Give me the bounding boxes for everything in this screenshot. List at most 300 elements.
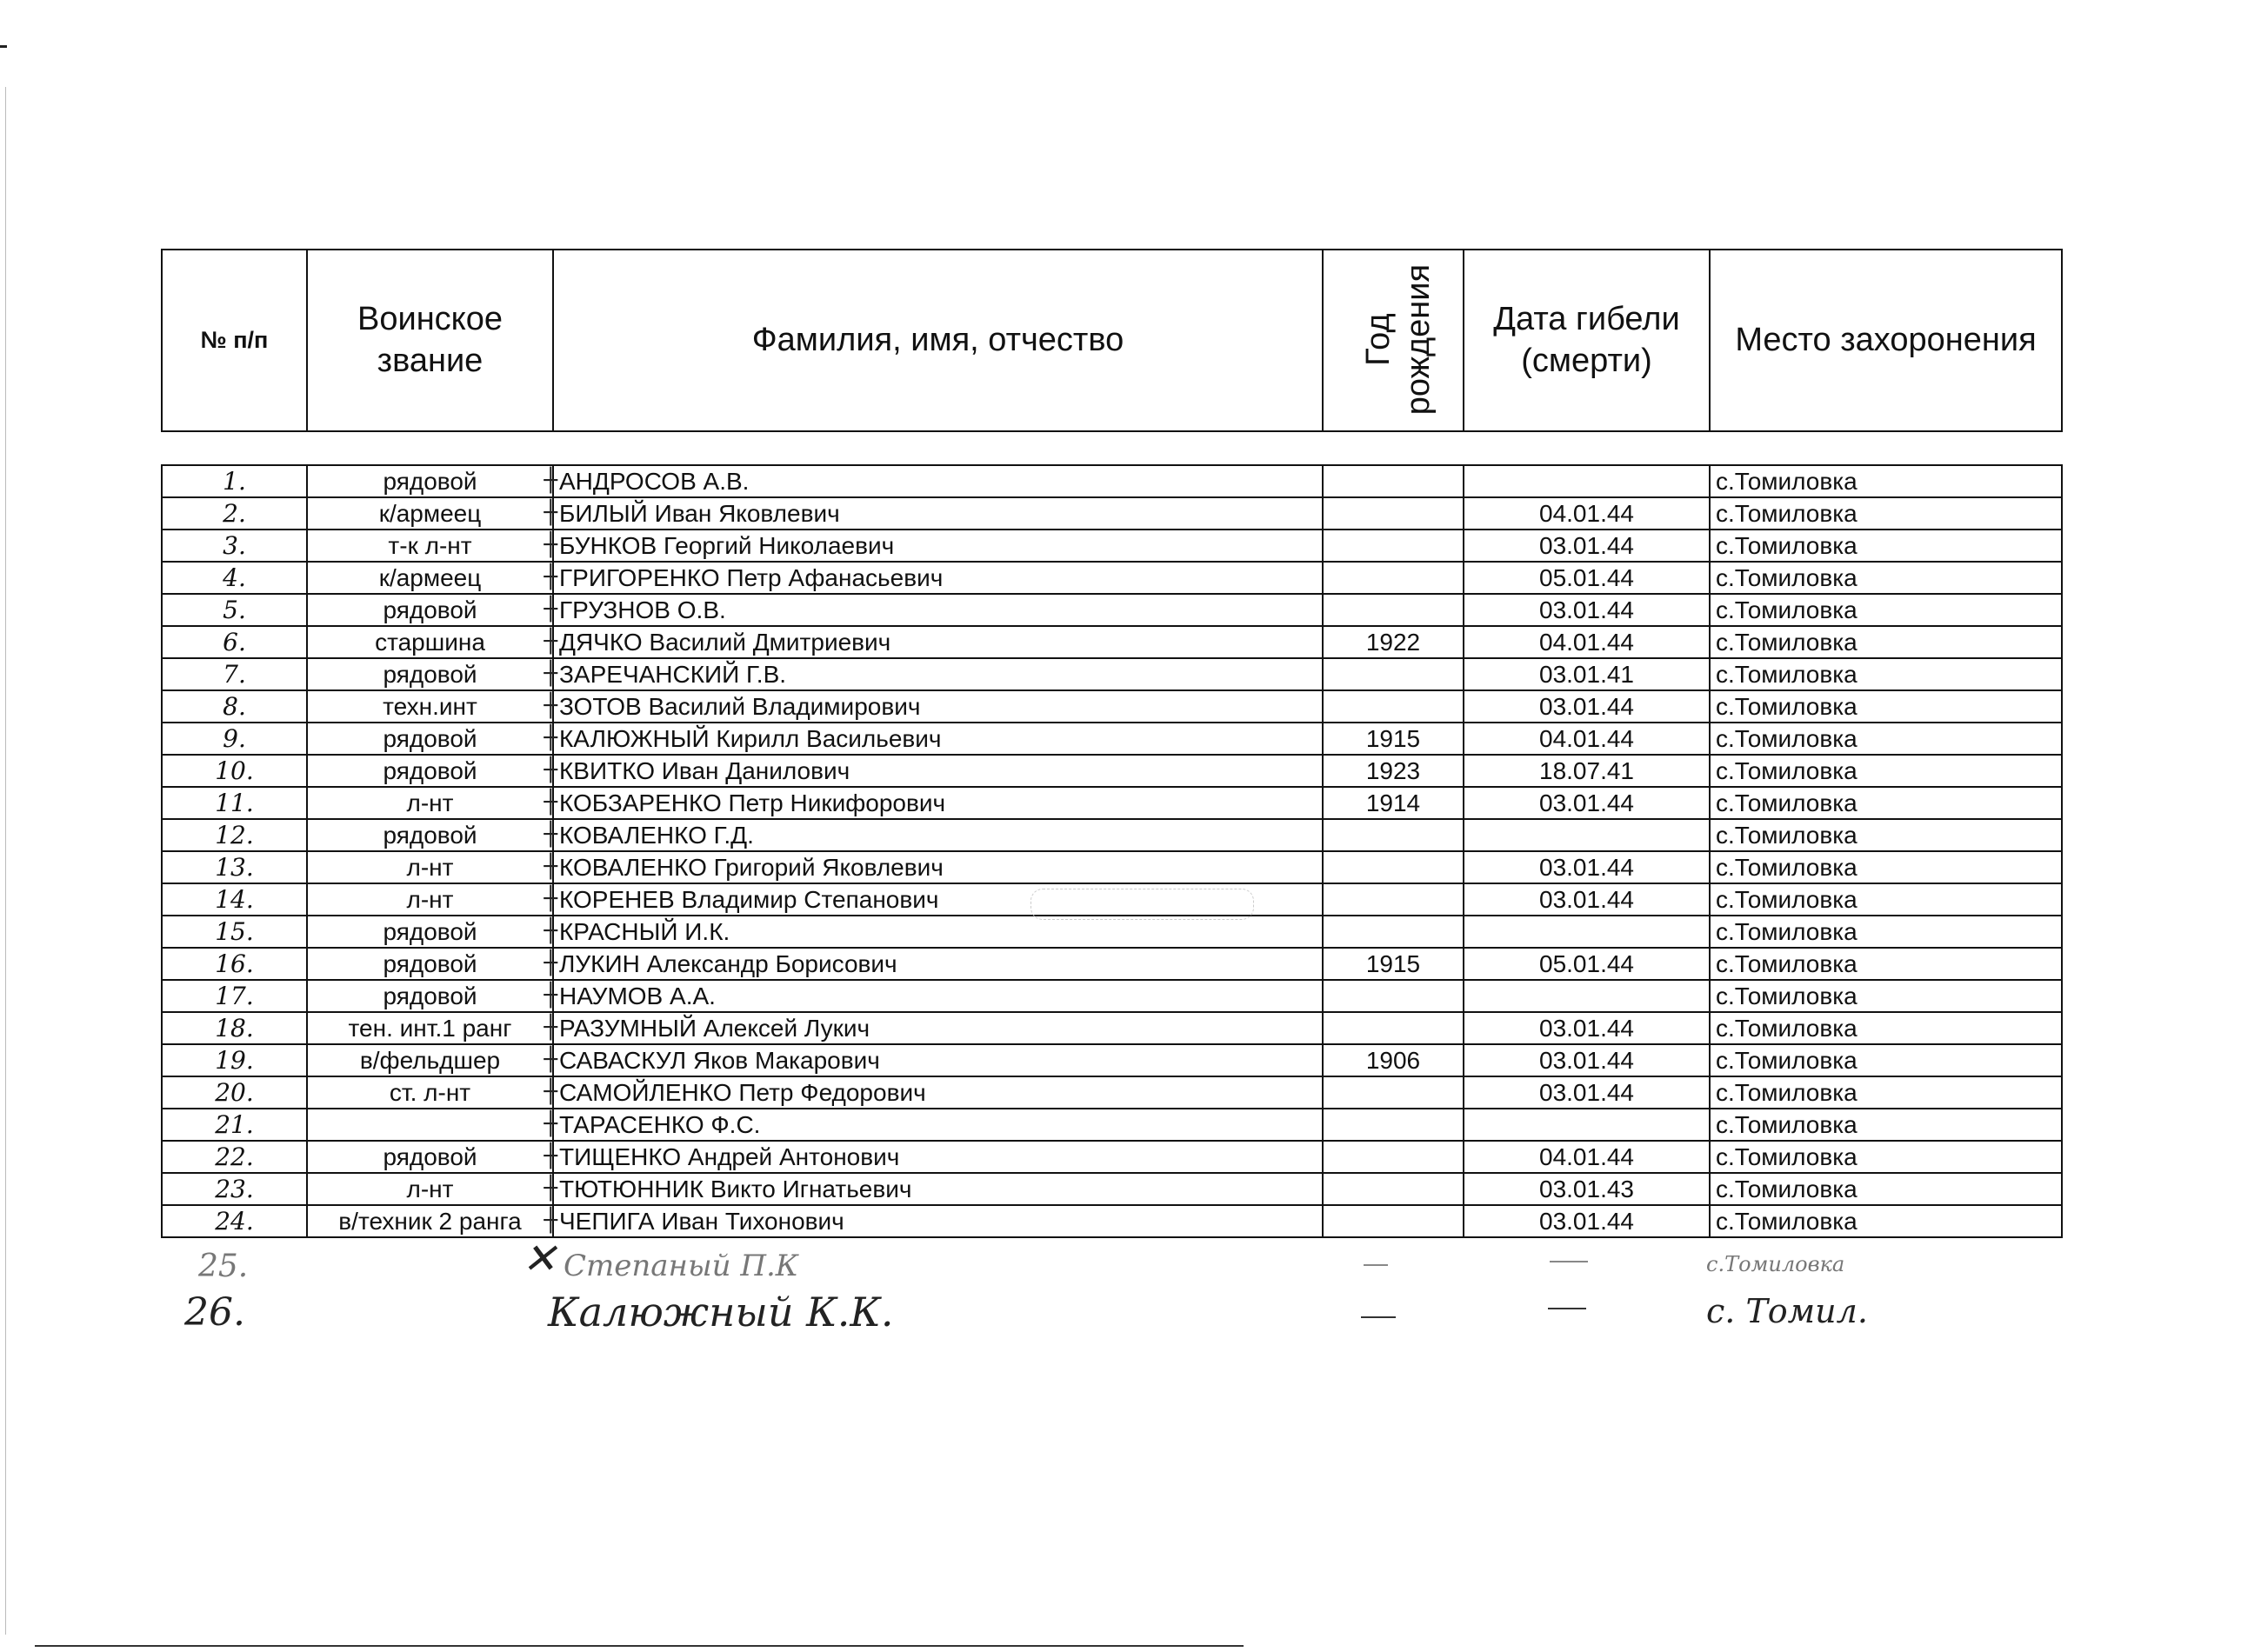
row-name-text: БИЛЫЙ Иван Яковлевич [559, 500, 840, 527]
row-birth-year-text: 1914 [1365, 789, 1421, 816]
row-number [162, 1044, 307, 1076]
row-burial-place-text: с.Томиловка [1716, 950, 1857, 977]
row-death-date-text: 18.07.41 [1539, 757, 1634, 784]
row-number-text: 14. [215, 885, 254, 914]
row-burial-place [1710, 530, 2062, 562]
row-name-text: КРАСНЫЙ И.К. [559, 918, 730, 945]
row-rank [307, 497, 557, 530]
table-row [162, 1076, 2062, 1109]
row-name [553, 787, 1323, 819]
row-birth-year [1323, 980, 1464, 1012]
row-rank [307, 1044, 557, 1076]
row-death-date-text: 04.01.44 [1539, 500, 1634, 527]
row-death-date [1464, 594, 1710, 626]
row-burial-place-text: с.Томиловка [1716, 918, 1857, 945]
row-rank [307, 658, 557, 690]
row-burial-place-text: с.Томиловка [1716, 532, 1857, 559]
row-death-date-text: 04.01.44 [1539, 725, 1634, 752]
row-burial-place [1710, 465, 2062, 497]
hand-cross-mark-icon: ┼ [544, 1208, 557, 1234]
row-burial-place [1710, 723, 2062, 755]
row-number-text: 12. [215, 821, 254, 849]
hand-cross-mark-icon: ┼ [544, 918, 557, 944]
data-table-body [162, 465, 2062, 1237]
row-rank [307, 1076, 557, 1109]
row-birth-year [1323, 1076, 1464, 1109]
table-row [162, 497, 2062, 530]
row-number [162, 819, 307, 851]
row-burial-place-text: с.Томиловка [1716, 1176, 1857, 1202]
row-burial-place-text: с.Томиловка [1716, 789, 1857, 816]
row-burial-place-text: с.Томиловка [1716, 1047, 1857, 1074]
row-name-text: ЗОТОВ Василий Владимирович [559, 693, 921, 720]
row-birth-year [1323, 723, 1464, 755]
hw-row-25-number: 25. [198, 1249, 249, 1284]
row-burial-place [1710, 562, 2062, 594]
row-number-text: 16. [215, 949, 254, 978]
header-birth-year [1323, 250, 1464, 431]
table-row [162, 1141, 2062, 1173]
row-burial-place-text: с.Томиловка [1716, 1143, 1857, 1170]
row-death-date [1464, 658, 1710, 690]
row-death-date-text: 03.01.44 [1539, 1015, 1634, 1042]
row-rank-text: техн.инт [383, 693, 477, 720]
row-rank-text: рядовой [383, 661, 477, 688]
row-name [553, 1173, 1323, 1205]
table-row [162, 1012, 2062, 1044]
row-rank-text: л-нт [406, 886, 454, 913]
hw-row-25-place: с.Томиловка [1706, 1252, 1845, 1276]
hw-row-25-date-dash [1550, 1261, 1588, 1262]
row-number [162, 626, 307, 658]
row-number [162, 851, 307, 883]
row-name-text: КАЛЮЖНЫЙ Кирилл Васильевич [559, 725, 942, 752]
row-burial-place [1710, 916, 2062, 948]
row-rank-text: рядовой [383, 596, 477, 623]
header-rank-line-1: Воинское [357, 301, 503, 337]
row-birth-year-text: 1915 [1365, 950, 1421, 977]
row-death-date-text: 03.01.44 [1539, 1047, 1634, 1074]
row-rank [307, 851, 557, 883]
header-rank [307, 250, 553, 431]
row-burial-place [1710, 1044, 2062, 1076]
row-number [162, 787, 307, 819]
row-death-date [1464, 755, 1710, 787]
table-row [162, 851, 2062, 883]
row-rank [307, 1109, 557, 1141]
row-death-date [1464, 819, 1710, 851]
row-rank-text: рядовой [383, 757, 477, 784]
row-name-text: ЗАРЕЧАНСКИЙ Г.В. [559, 661, 787, 688]
row-burial-place [1710, 1012, 2062, 1044]
row-number [162, 755, 307, 787]
row-burial-place-text: с.Томиловка [1716, 1208, 1857, 1235]
row-rank-text: л-нт [406, 1176, 454, 1202]
row-name [553, 626, 1323, 658]
row-burial-place [1710, 1076, 2062, 1109]
table-row [162, 626, 2062, 658]
hw-row-26-number: 26. [184, 1290, 245, 1335]
row-number [162, 1173, 307, 1205]
row-burial-place-text: с.Томиловка [1716, 629, 1857, 656]
row-rank-text: рядовой [383, 468, 477, 495]
row-name-text: САВАСКУЛ Яков Макарович [559, 1047, 880, 1074]
hand-cross-mark-icon: ┼ [544, 1176, 557, 1202]
row-number [162, 948, 307, 980]
row-name [553, 1109, 1323, 1141]
scan-corner-mark [0, 45, 7, 48]
row-death-date [1464, 883, 1710, 916]
row-rank [307, 916, 557, 948]
row-burial-place-text: с.Томиловка [1716, 596, 1857, 623]
row-number [162, 1141, 307, 1173]
row-rank [307, 883, 557, 916]
header-year-line-2: рождения [1399, 264, 1437, 416]
row-name [553, 1205, 1323, 1237]
row-death-date-text: 03.01.44 [1539, 789, 1634, 816]
row-name-text: КОВАЛЕНКО Григорий Яковлевич [559, 854, 944, 881]
row-burial-place-text: с.Томиловка [1716, 693, 1857, 720]
row-burial-place [1710, 1141, 2062, 1173]
row-death-date [1464, 1205, 1710, 1237]
hand-cross-mark-icon: ┼ [544, 1111, 557, 1137]
row-birth-year [1323, 465, 1464, 497]
row-name [553, 497, 1323, 530]
header-year-line-1: Год [1360, 313, 1397, 367]
row-death-date-text: 03.01.41 [1539, 661, 1634, 688]
hand-cross-mark-icon: ┼ [544, 1015, 557, 1041]
hand-cross-mark-icon: ┼ [544, 725, 557, 751]
row-name [553, 851, 1323, 883]
row-number-text: 3. [223, 531, 246, 560]
row-burial-place [1710, 883, 2062, 916]
row-name-text: НАУМОВ А.А. [559, 983, 716, 1009]
row-birth-year [1323, 530, 1464, 562]
row-burial-place [1710, 594, 2062, 626]
row-rank-text: л-нт [406, 789, 454, 816]
row-death-date-text: 05.01.44 [1539, 564, 1634, 591]
row-burial-place-text: с.Томиловка [1716, 1015, 1857, 1042]
row-birth-year [1323, 626, 1464, 658]
row-number-text: 18. [215, 1014, 254, 1042]
row-number-text: 17. [215, 982, 254, 1010]
hand-cross-mark-icon: ┼ [544, 468, 557, 494]
table-row [162, 658, 2062, 690]
row-burial-place [1710, 1205, 2062, 1237]
row-burial-place [1710, 755, 2062, 787]
row-burial-place [1710, 980, 2062, 1012]
header-name: Фамилия, имя, отчество [553, 250, 1323, 431]
header-death-date [1464, 250, 1710, 431]
row-number [162, 1205, 307, 1237]
row-rank-text: рядовой [383, 918, 477, 945]
row-burial-place [1710, 690, 2062, 723]
row-number-text: 22. [215, 1142, 254, 1171]
row-number [162, 562, 307, 594]
row-rank [307, 1012, 557, 1044]
row-burial-place [1710, 819, 2062, 851]
row-burial-place-text: с.Томиловка [1716, 725, 1857, 752]
row-death-date [1464, 1141, 1710, 1173]
row-rank [307, 787, 557, 819]
row-name-text: БУНКОВ Георгий Николаевич [559, 532, 895, 559]
row-number [162, 1012, 307, 1044]
row-number-text: 4. [223, 563, 246, 592]
row-death-date [1464, 690, 1710, 723]
row-birth-year [1323, 787, 1464, 819]
row-number-text: 8. [223, 692, 246, 721]
row-burial-place [1710, 1109, 2062, 1141]
row-name [553, 916, 1323, 948]
row-rank-text: т-к л-нт [388, 532, 472, 559]
row-number [162, 1109, 307, 1141]
row-death-date [1464, 1044, 1710, 1076]
row-number [162, 980, 307, 1012]
row-number [162, 658, 307, 690]
row-rank-text: к/армеец [378, 500, 482, 527]
row-number-text: 19. [215, 1046, 254, 1075]
row-burial-place [1710, 658, 2062, 690]
hand-cross-mark-icon: ┼ [544, 1079, 557, 1105]
row-number-text: 24. [215, 1207, 254, 1236]
faded-handwritten-note [1030, 889, 1254, 920]
row-rank [307, 948, 557, 980]
row-number [162, 1076, 307, 1109]
row-rank [307, 755, 557, 787]
row-number-text: 9. [223, 724, 246, 753]
row-burial-place-text: с.Томиловка [1716, 854, 1857, 881]
row-death-date [1464, 497, 1710, 530]
row-rank-text: старшина [375, 629, 485, 656]
table-row [162, 787, 2062, 819]
row-death-date [1464, 1109, 1710, 1141]
row-birth-year [1323, 690, 1464, 723]
hw-row-26-place: с. Томил. [1706, 1292, 1868, 1330]
row-death-date [1464, 1173, 1710, 1205]
row-death-date-text: 03.01.44 [1539, 854, 1634, 881]
row-death-date [1464, 1076, 1710, 1109]
table-row [162, 690, 2062, 723]
row-name-text: РАЗУМНЫЙ Алексей Лукич [559, 1015, 870, 1042]
row-burial-place [1710, 1173, 2062, 1205]
row-name [553, 1012, 1323, 1044]
row-name-text: ТЮТЮННИК Викто Игнатьевич [559, 1176, 912, 1202]
row-name [553, 690, 1323, 723]
header-table [161, 249, 2063, 432]
row-burial-place [1710, 948, 2062, 980]
hw-row-26-year-dash [1361, 1316, 1396, 1318]
row-birth-year-text: 1922 [1365, 629, 1421, 656]
row-rank [307, 723, 557, 755]
table-row [162, 755, 2062, 787]
row-burial-place-text: с.Томиловка [1716, 1111, 1857, 1138]
hand-cross-mark-icon: ┼ [544, 854, 557, 880]
header-row [162, 250, 2062, 431]
row-death-date-text: 03.01.44 [1539, 1208, 1634, 1235]
hand-cross-mark-icon: ┼ [544, 564, 557, 590]
row-number-text: 21. [215, 1110, 254, 1139]
row-birth-year [1323, 1205, 1464, 1237]
hand-cross-mark-icon: ┼ [544, 693, 557, 719]
table-row [162, 562, 2062, 594]
hand-cross-mark-icon: ┼ [544, 822, 557, 848]
row-number [162, 530, 307, 562]
row-death-date-text: 03.01.44 [1539, 886, 1634, 913]
hw-row-26-date-dash [1548, 1308, 1586, 1309]
row-number [162, 594, 307, 626]
row-number-text: 20. [215, 1078, 254, 1107]
row-rank [307, 980, 557, 1012]
row-burial-place [1710, 787, 2062, 819]
hand-cross-mark-icon: ┼ [544, 757, 557, 783]
row-rank-text: в/фельдшер [359, 1047, 501, 1074]
row-birth-year-text: 1923 [1365, 757, 1421, 784]
hand-cross-mark-icon: ┼ [544, 983, 557, 1009]
row-death-date-text: 03.01.44 [1539, 532, 1634, 559]
row-rank [307, 530, 557, 562]
row-rank-text: рядовой [383, 822, 477, 849]
row-death-date [1464, 530, 1710, 562]
header-number: № п/п [162, 250, 307, 431]
row-rank [307, 594, 557, 626]
row-death-date-text: 03.01.43 [1539, 1176, 1634, 1202]
row-name-text: ТИЩЕНКО Андрей Антонович [559, 1143, 900, 1170]
row-burial-place-text: с.Томиловка [1716, 661, 1857, 688]
row-burial-place-text: с.Томиловка [1716, 500, 1857, 527]
row-rank-text: к/армеец [378, 564, 482, 591]
row-number-text: 2. [223, 499, 246, 528]
hand-cross-mark-icon: ┼ [544, 629, 557, 655]
row-number-text: 1. [223, 467, 246, 496]
row-name-text: КОВАЛЕНКО Г.Д. [559, 822, 754, 849]
row-name-text: ГРИГОРЕНКО Петр Афанасьевич [559, 564, 944, 591]
row-burial-place [1710, 626, 2062, 658]
table-row [162, 916, 2062, 948]
table-row [162, 1173, 2062, 1205]
row-death-date [1464, 916, 1710, 948]
row-rank-text: тен. инт.1 ранг [348, 1015, 512, 1042]
row-death-date-text: 03.01.44 [1539, 693, 1634, 720]
hand-cross-mark-icon: ┼ [544, 886, 557, 912]
row-name-text: КОРЕНЕВ Владимир Степанович [559, 886, 939, 913]
row-rank-text: рядовой [383, 1143, 477, 1170]
row-death-date [1464, 787, 1710, 819]
row-birth-year [1323, 497, 1464, 530]
row-death-date-text: 04.01.44 [1539, 629, 1634, 656]
row-birth-year [1323, 851, 1464, 883]
row-number-text: 23. [215, 1175, 254, 1203]
data-table [161, 464, 2063, 1238]
row-birth-year [1323, 819, 1464, 851]
row-name-text: ЧЕПИГА Иван Тихонович [559, 1208, 844, 1235]
row-name-text: ЛУКИН Александр Борисович [559, 950, 897, 977]
hand-cross-mark-icon: ┼ [544, 661, 557, 687]
row-rank [307, 819, 557, 851]
row-number [162, 883, 307, 916]
row-name-text: КВИТКО Иван Данилович [559, 757, 850, 784]
row-name-text: ГРУЗНОВ О.В. [559, 596, 726, 623]
table-row [162, 948, 2062, 980]
row-burial-place-text: с.Томиловка [1716, 757, 1857, 784]
table-row [162, 819, 2062, 851]
row-birth-year [1323, 1141, 1464, 1173]
row-number-text: 13. [215, 853, 254, 882]
row-rank [307, 690, 557, 723]
row-name [553, 755, 1323, 787]
table-row [162, 723, 2062, 755]
row-number-text: 5. [223, 596, 246, 624]
row-burial-place-text: с.Томиловка [1716, 822, 1857, 849]
row-birth-year-text: 1906 [1365, 1047, 1421, 1074]
header-burial-place: Место захоронения [1710, 250, 2062, 431]
hand-cross-mark-icon: ┼ [544, 1143, 557, 1169]
table-row [162, 530, 2062, 562]
row-number [162, 497, 307, 530]
row-birth-year [1323, 562, 1464, 594]
row-burial-place-text: с.Томиловка [1716, 886, 1857, 913]
row-name [553, 530, 1323, 562]
row-rank-text: рядовой [383, 725, 477, 752]
row-number-text: 7. [223, 660, 246, 689]
row-burial-place-text: с.Томиловка [1716, 1079, 1857, 1106]
row-name [553, 1076, 1323, 1109]
row-death-date-text: 03.01.44 [1539, 1079, 1634, 1106]
row-burial-place [1710, 851, 2062, 883]
row-birth-year-text: 1915 [1365, 725, 1421, 752]
row-number [162, 916, 307, 948]
hand-cross-mark-icon: ┼ [544, 532, 557, 558]
row-death-date-text: 05.01.44 [1539, 950, 1634, 977]
row-birth-year [1323, 1173, 1464, 1205]
row-name [553, 465, 1323, 497]
row-name [553, 723, 1323, 755]
row-birth-year [1323, 948, 1464, 980]
header-date-line-1: Дата гибели [1493, 301, 1680, 337]
row-name-text: ДЯЧКО Василий Дмитриевич [559, 629, 891, 656]
row-rank [307, 562, 557, 594]
row-name [553, 980, 1323, 1012]
header-birth-year-rotated [1359, 264, 1438, 415]
row-birth-year [1323, 883, 1464, 916]
row-name-text: ТАРАСЕНКО Ф.С. [559, 1111, 761, 1138]
row-rank [307, 1141, 557, 1173]
table-row [162, 1205, 2062, 1237]
row-death-date [1464, 980, 1710, 1012]
hw-row-25-cross: ✕ [522, 1235, 557, 1283]
row-burial-place-text: с.Томиловка [1716, 564, 1857, 591]
row-burial-place-text: с.Томиловка [1716, 468, 1857, 495]
hw-row-25-year-dash [1364, 1264, 1388, 1266]
row-rank [307, 626, 557, 658]
row-rank [307, 1205, 557, 1237]
header-rank-line-2: звание [377, 342, 484, 379]
row-death-date-text: 04.01.44 [1539, 1143, 1634, 1170]
row-name-text: КОБЗАРЕНКО Петр Никифорович [559, 789, 946, 816]
row-number-text: 11. [215, 789, 254, 817]
row-death-date [1464, 851, 1710, 883]
row-birth-year [1323, 1044, 1464, 1076]
row-number-text: 6. [223, 628, 246, 656]
row-rank [307, 465, 557, 497]
row-death-date [1464, 626, 1710, 658]
row-burial-place-text: с.Томиловка [1716, 983, 1857, 1009]
table-row [162, 465, 2062, 497]
row-number [162, 723, 307, 755]
row-name [553, 658, 1323, 690]
hand-cross-mark-icon: ┼ [544, 1047, 557, 1073]
hand-cross-mark-icon: ┼ [544, 950, 557, 976]
row-number-text: 15. [215, 917, 254, 946]
